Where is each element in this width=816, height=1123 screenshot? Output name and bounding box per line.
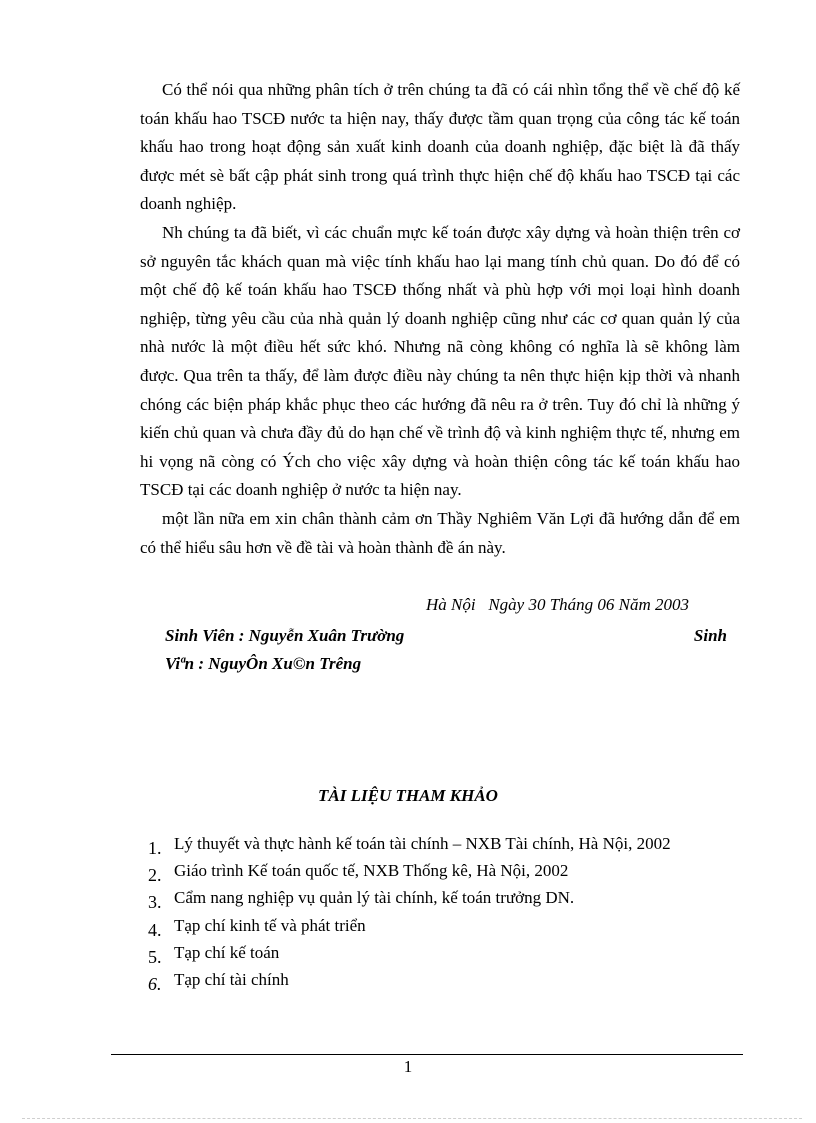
reference-text: Lý thuyết và thực hành kế toán tài chính – NXB Tài chính, Hà Nội, 2002	[174, 834, 671, 853]
reference-item	[148, 942, 671, 969]
page-number: 1	[403, 1057, 413, 1076]
references-list	[148, 833, 671, 996]
footer-divider	[111, 1054, 743, 1055]
paragraph-discussion: Nh chúng ta đã biết, vì các chuẩn mực kế toán được xây dựng và hoàn thiện trên cơ sở nguyên tắc khách quan mà việc tính khấu hao lại mang tính chủ quan. Do đó để có một chế độ kế toán khấu hao TSCĐ thống nhất và phù hợp với mọi loại hình doanh nghiệp, từng yêu cầu của nhà quản lý doanh nghiệp cũng như các cơ quan quản lý của nhà nước là một điều hết sức khó. Nhưng nã còng không có nghĩa là sẽ không làm được. Qua trên ta thấy, để làm được điều này chúng ta nên thực hiện kịp thời và nhanh chóng các biện pháp khắc phục theo các hướng đã nêu ra ở trên. Tuy đó chỉ là những ý kiến chủ quan và chưa đầy đủ do hạn chế về trình độ và kinh nghiệm thực tế, nhưng em hi vọng nã còng có Ých cho việc xây dựng và hoàn thiện công tác kế toán khấu hao TSCĐ tại các doanh nghiệp ở nước ta hiện nay.	[140, 222, 740, 500]
reference-number: 3.	[148, 892, 162, 913]
paragraph-thanks: một lần nữa em xin chân thành cảm ơn Thầy Nghiêm Văn Lợi đã hướng dẫn để em có thể hiểu sâu hơn về đề tài và hoàn thành đề án này.	[140, 508, 740, 557]
reference-item	[148, 969, 671, 996]
conclusion-text	[140, 76, 740, 562]
page-bottom-edge	[22, 1118, 802, 1119]
reference-number: 1.	[148, 838, 162, 858]
reference-item	[148, 860, 671, 887]
reference-text: Tạp chí kế toán	[174, 942, 280, 962]
reference-item	[148, 833, 671, 860]
signature-continuation: Sinh	[693, 626, 727, 645]
reference-number: 2.	[148, 865, 162, 886]
reference-number: 5.	[148, 946, 162, 967]
references-title: TÀI LIỆU THAM KHẢO	[318, 786, 498, 805]
reference-number: 4.	[148, 919, 162, 940]
student-name: Sinh Viên : Nguyễn Xuân Trường	[165, 626, 405, 645]
reference-item	[148, 887, 671, 914]
reference-text: Tạp chí tài chính	[174, 969, 289, 989]
reference-text: Giáo trình Kế toán quốc tế, NXB Thống kê, Hà Nội, 2002	[174, 861, 569, 881]
signature-block	[165, 622, 727, 678]
date-line: Hà Nội Ngày 30 Tháng 06 Năm 2003	[426, 595, 690, 614]
reference-text: Cẩm nang nghiệp vụ quản lý tài chính, kế toán trưởng DN.	[174, 888, 575, 908]
reference-number: 6.	[148, 973, 162, 994]
reference-item	[148, 915, 671, 942]
signature-line-1	[165, 622, 727, 650]
reference-text: Tạp chí kinh tế và phát triển	[174, 915, 366, 935]
paragraph-summary: Có thể nói qua những phân tích ở trên chúng ta đã có cái nhìn tổng thể về chế độ kế toán khấu hao TSCĐ nước ta hiện nay, thấy được tầm quan trọng của công tác kế toán khấu hao trong hoạt động sản xuất kinh doanh của doanh nghiệp, đặc biệt là đã thấy được mét sè bất cập phát sinh trong quá trình thực hiện chế độ khấu hao TSCĐ tại các doanh nghiệp.	[140, 80, 740, 214]
signature-line-2: Viªn : NguyÔn Xu©n Trêng	[165, 654, 362, 673]
